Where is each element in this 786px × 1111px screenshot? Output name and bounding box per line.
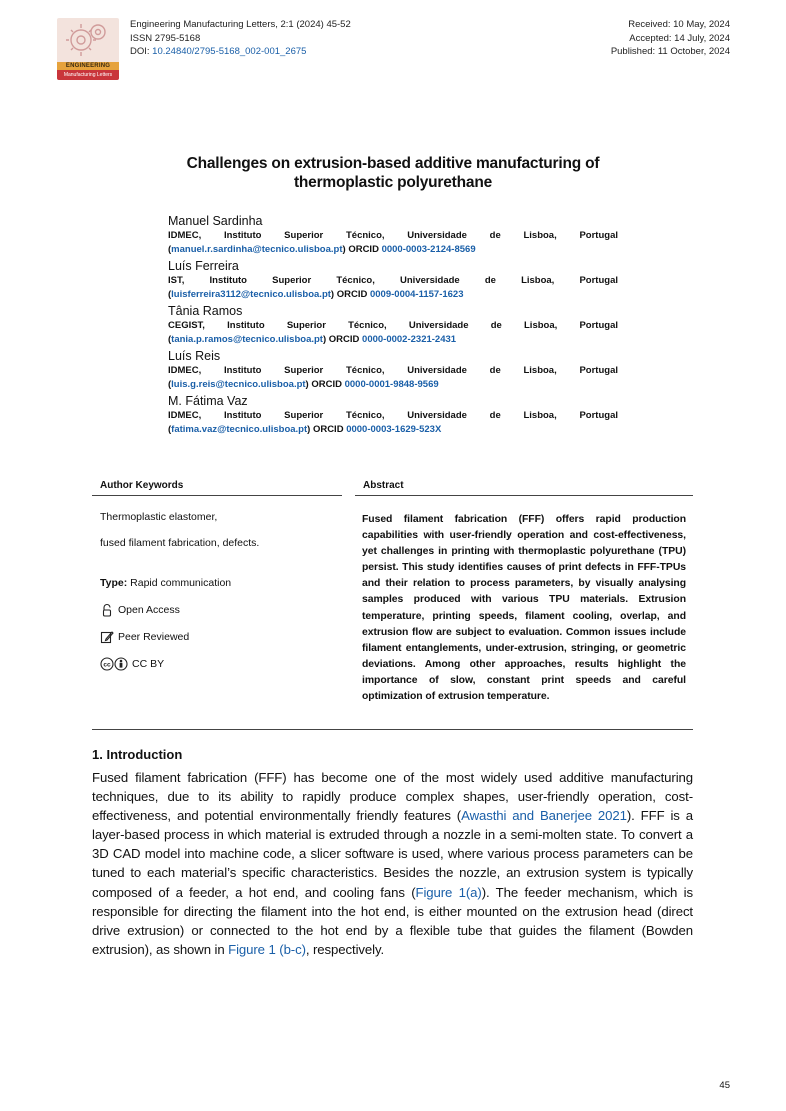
author-name: Luís Reis <box>168 349 221 363</box>
orcid-label: ) ORCID <box>305 379 345 390</box>
author-orcid[interactable]: 0000-0002-2321-2431 <box>362 334 457 345</box>
edit-document-icon <box>100 630 114 644</box>
author-orcid[interactable]: 0000-0001-9848-9569 <box>344 379 439 390</box>
orcid-label: ) ORCID <box>330 289 370 300</box>
author-name: Manuel Sardinha <box>168 214 263 228</box>
doi-link[interactable]: 10.24840/2795-5168_002-001_2675 <box>152 46 307 57</box>
orcid-label: ) ORCID <box>342 244 382 255</box>
journal-line: Engineering Manufacturing Letters, 2:1 (2024) 45-52 <box>130 19 351 30</box>
accepted-date: Accepted: 14 July, 2024 <box>629 32 730 44</box>
keywords-panel <box>100 510 340 684</box>
author-block <box>168 213 618 257</box>
open-access-label: Open Access <box>118 604 180 616</box>
license-row <box>100 657 340 671</box>
gear-icon <box>65 20 111 60</box>
paren: ( <box>168 379 172 390</box>
paren: ( <box>168 289 172 300</box>
author-affiliation: IDMEC, Instituto Superior Técnico, Universidade de Lisboa, Portugal <box>168 410 618 421</box>
title-line-1: Challenges on extrusion-based additive manufacturing of <box>186 155 600 172</box>
orcid-label: ) ORCID <box>322 334 363 345</box>
intro-heading: 1. Introduction <box>92 747 183 762</box>
abstract-heading: Abstract <box>355 476 693 496</box>
abstract-text: Fused filament fabrication (FFF) offers rapid production capabilities with user-friendly operation and cost-effectiveness, yet challenges in printing with thermoplastic polyurethane (TPU) persist. This study identifies causes of print defects in FFF-TPUs and their relation to process parameters, by visually analysing samples produced with various TPU materials. Extrusion temperature, printing speeds, filament cooling, overlap, and extrusion flow are subject to evaluation. Common issues include filament entanglements, under-extrusion, stringing, or geometric deviations. Among other approaches, results highlight the importance of slow, constant print speeds and careful optimization of extrusion temperature. <box>362 514 686 703</box>
peer-reviewed-label: Peer Reviewed <box>118 631 190 643</box>
author-name: Luís Ferreira <box>168 259 239 273</box>
issn: ISSN 2795-5168 <box>130 32 201 44</box>
author-contact <box>168 333 618 347</box>
author-orcid[interactable]: 0000-0003-1629-523X <box>346 424 442 435</box>
keyword-line-1: Thermoplastic elastomer, <box>100 511 218 523</box>
intro-text: , respectively. <box>305 941 385 957</box>
author-block <box>168 348 618 392</box>
author-affiliation: IDMEC, Instituto Superior Técnico, Universidade de Lisboa, Portugal <box>168 230 618 241</box>
svg-text:cc: cc <box>103 661 111 669</box>
intro-paragraph <box>92 768 693 959</box>
paren: ( <box>168 334 172 345</box>
intro-text: ). The feeder mechanism, which is responsible for directing the filament into the hot end, is either mounted on the extrusion head (direct drive extrusion) or connected to the hot end by a flexible tube that guides the filament (Bowden extrusion), as shown in <box>92 884 693 957</box>
keywords-heading: Author Keywords <box>92 476 342 496</box>
citation-link[interactable]: Awasthi and Banerjee 2021 <box>461 808 627 824</box>
keyword-line-2: fused filament fabrication, defects. <box>100 537 260 549</box>
logo-subtitle: Manufacturing Letters <box>57 70 119 80</box>
paper-title <box>150 154 636 192</box>
peer-reviewed-row <box>100 630 340 644</box>
author-name: Tânia Ramos <box>168 304 243 318</box>
paren: ( <box>168 424 172 435</box>
type-value: Rapid communication <box>127 577 232 589</box>
author-email[interactable]: tania.p.ramos@tecnico.ulisboa.pt <box>171 334 323 345</box>
title-line-2: thermoplastic polyurethane <box>293 174 493 191</box>
license-label: CC BY <box>132 658 165 670</box>
section-divider <box>92 729 693 730</box>
author-affiliation: IST, Instituto Superior Técnico, Universidade de Lisboa, Portugal <box>168 275 618 286</box>
author-block <box>168 258 618 302</box>
author-email[interactable]: luisferreira3112@tecnico.ulisboa.pt <box>171 289 331 300</box>
intro-text: Fused filament fabrication (FFF) has become one of the most widely used additive manufacturing techniques, due to its ability to rapidly produce complex shapes, user-friendly operation, cost-effectiveness, and potential environmentally friendly features ( <box>92 770 693 824</box>
author-affiliation: CEGIST, Instituto Superior Técnico, Universidade de Lisboa, Portugal <box>168 320 618 331</box>
journal-info <box>130 18 351 59</box>
author-contact <box>168 243 618 257</box>
open-lock-icon <box>100 603 114 617</box>
received-date: Received: 10 May, 2024 <box>628 19 730 30</box>
published-date: Published: 11 October, 2024 <box>610 46 730 57</box>
author-email[interactable]: luis.g.reis@tecnico.ulisboa.pt <box>171 379 306 390</box>
article-type <box>100 576 340 590</box>
intro-text: ). FFF is a layer-based process in which material is extruded through a nozzle in a semi-molten state. To convert a 3D CAD model into machine code, a slicer software is used, where various process parameters can be tuned to each material’s specific characteristics. Besides the nozzle, an extrusion system is typically composed of a feeder, a hot end, and cooling fans ( <box>92 808 693 900</box>
author-name: M. Fátima Vaz <box>168 394 248 408</box>
figure-link[interactable]: Figure 1(a) <box>415 884 482 900</box>
author-block <box>168 303 618 347</box>
author-email[interactable]: manuel.r.sardinha@tecnico.ulisboa.pt <box>171 244 343 255</box>
dates <box>611 18 730 59</box>
doi-line <box>130 45 351 59</box>
author-affiliation: IDMEC, Instituto Superior Técnico, Universidade de Lisboa, Portugal <box>168 365 618 376</box>
doi-label: DOI: <box>130 46 153 57</box>
journal-logo <box>57 18 119 80</box>
author-contact <box>168 288 618 302</box>
author-contact <box>168 423 618 437</box>
page-number: 45 <box>719 1080 730 1091</box>
author-block <box>168 393 618 437</box>
orcid-label: ) ORCID <box>307 424 347 435</box>
author-orcid[interactable]: 0000-0003-2124-8569 <box>381 244 476 255</box>
paren: ( <box>168 244 172 255</box>
author-contact <box>168 378 618 392</box>
logo-title: ENGINEERING <box>57 62 119 70</box>
cc-by-icon <box>100 657 128 671</box>
author-list <box>168 213 618 438</box>
figure-link[interactable]: Figure 1 (b-c) <box>228 941 306 957</box>
author-orcid[interactable]: 0009-0004-1157-1623 <box>369 289 464 300</box>
author-email[interactable]: fatima.vaz@tecnico.ulisboa.pt <box>171 424 308 435</box>
open-access-row <box>100 603 340 617</box>
type-label: Type: <box>100 577 128 589</box>
